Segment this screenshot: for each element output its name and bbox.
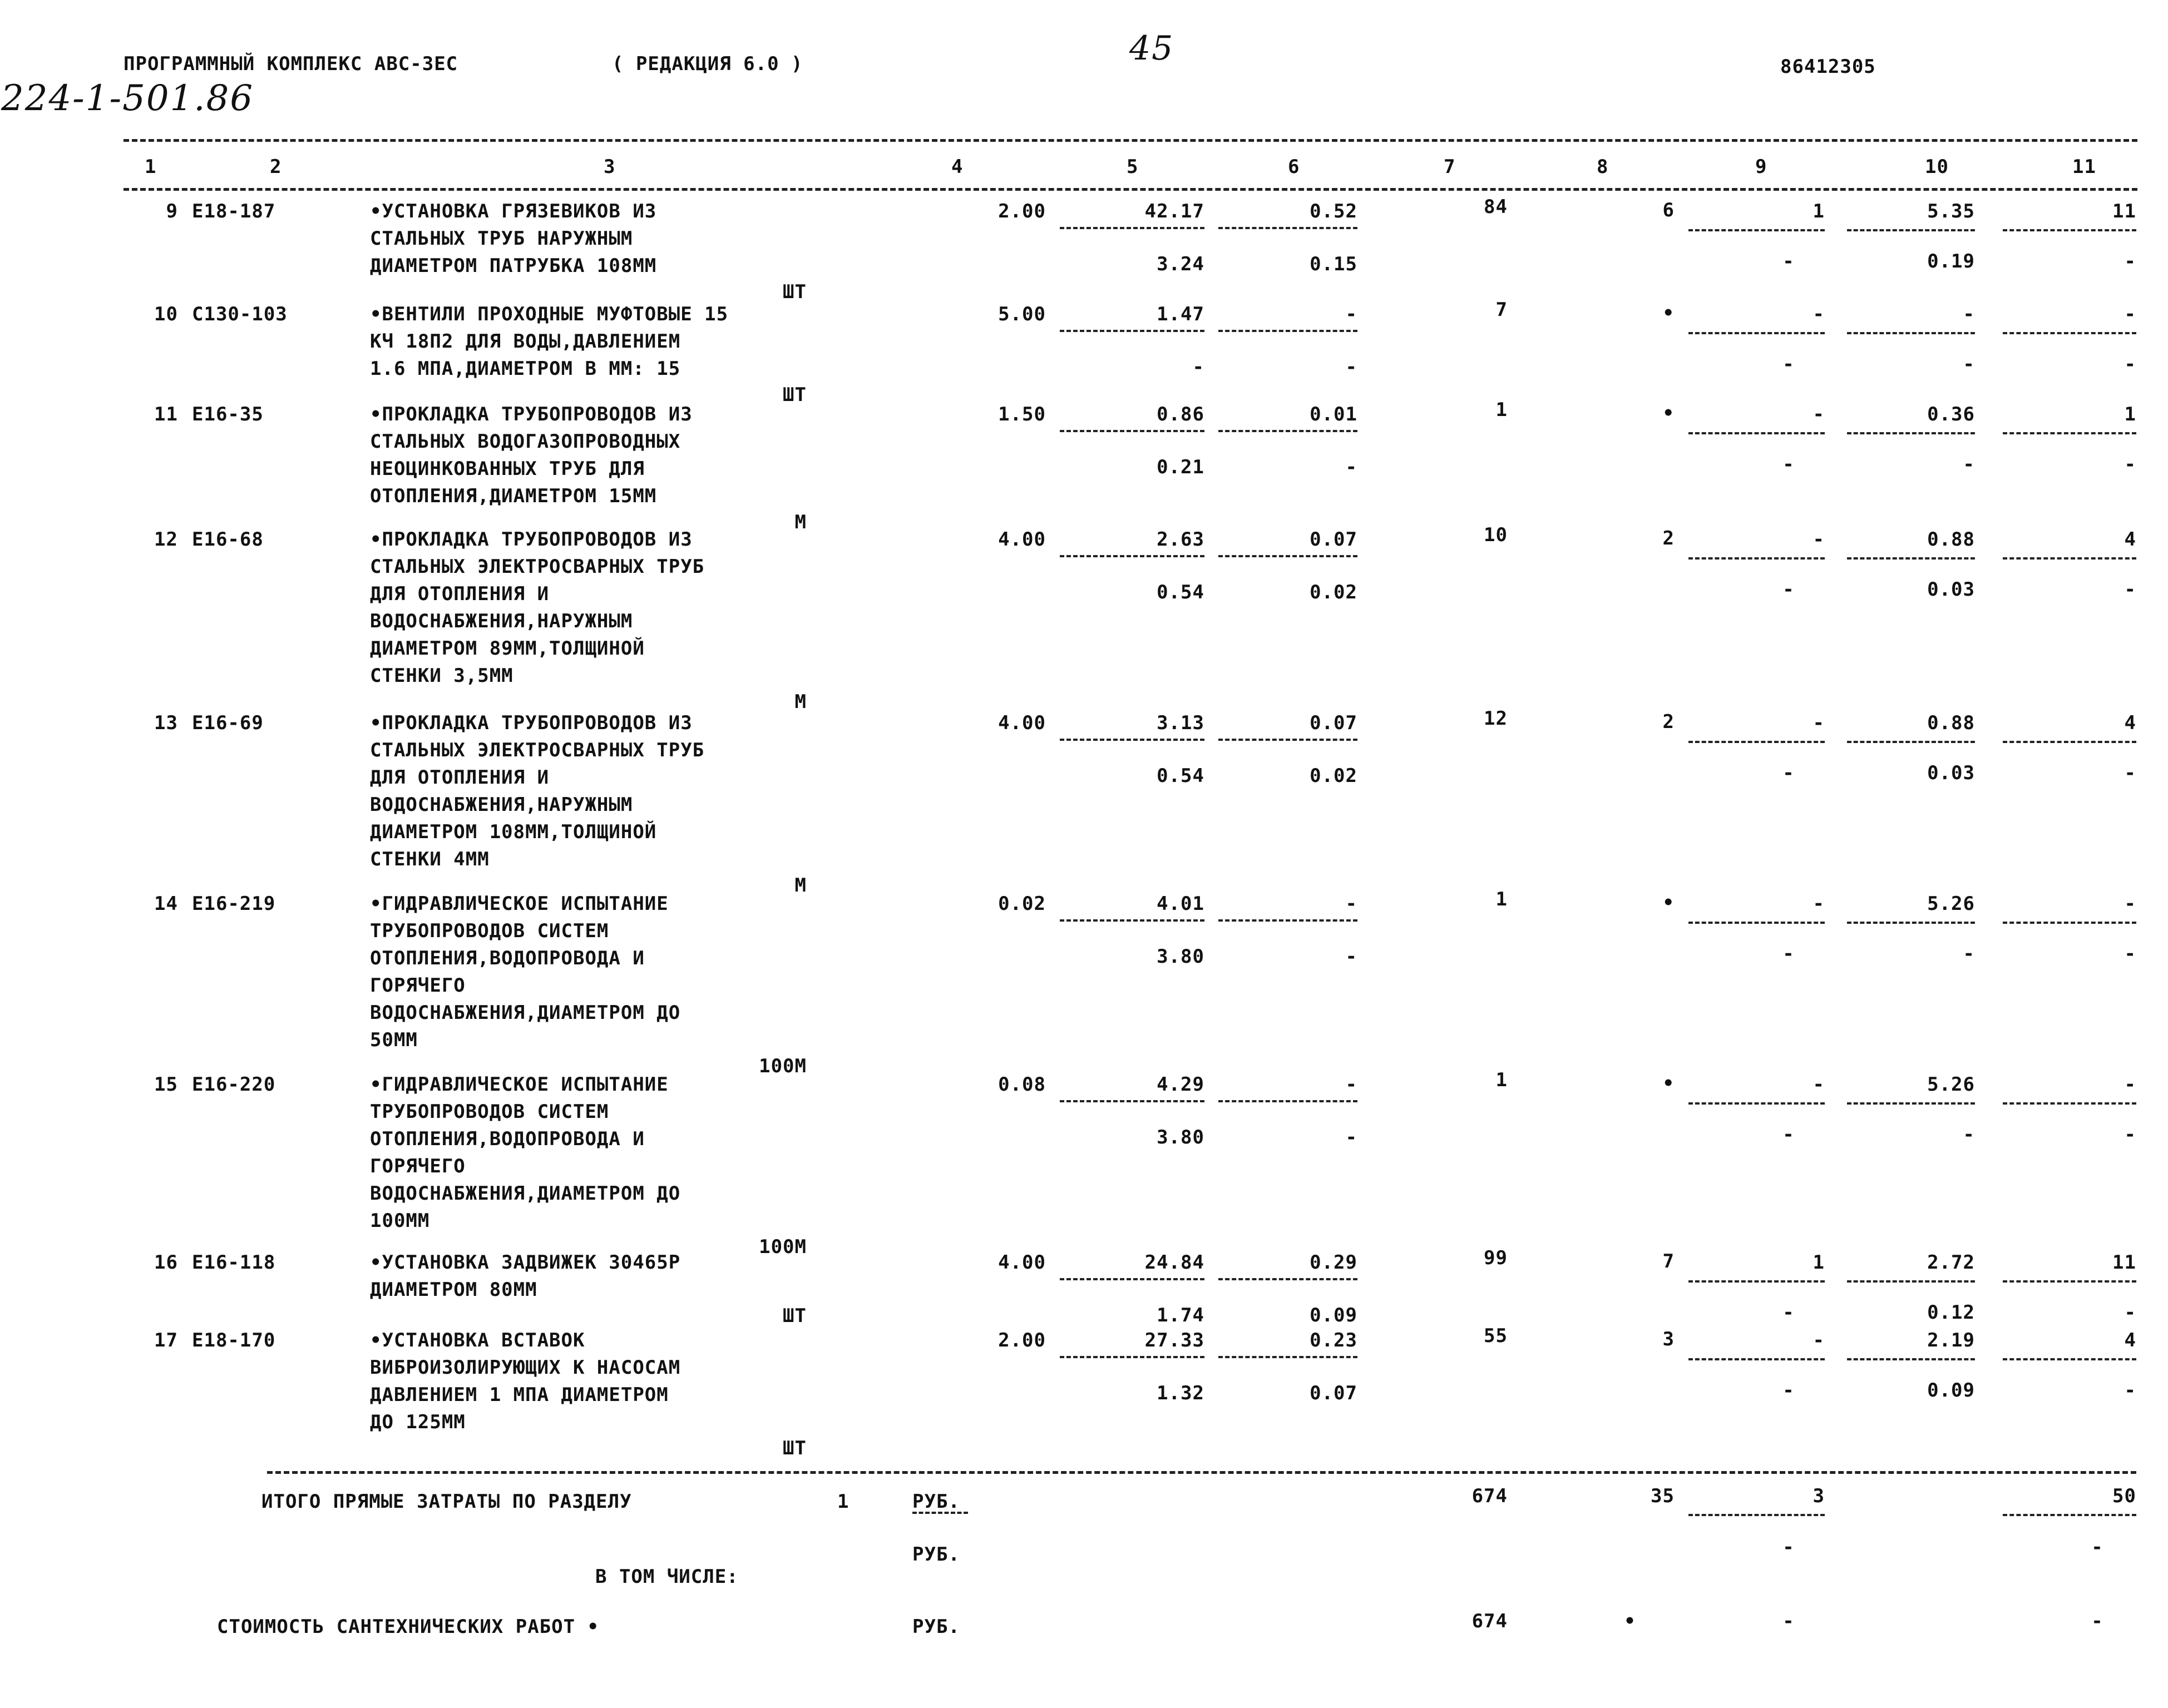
row-col11-bottom: - — [2124, 1379, 2136, 1402]
row-dash-rule — [2003, 332, 2136, 334]
row-col8: • — [1662, 1072, 1675, 1095]
row-dash-rule — [1847, 922, 1975, 924]
row-col6-bottom: 0.07 — [1310, 1382, 1357, 1404]
row-dash-rule — [1688, 332, 1825, 334]
row-col10-top: 2.72 — [1927, 1251, 1975, 1274]
sanitary-works-label: СТОИМОСТЬ САНТЕХНИЧЕСКИХ РАБОТ • — [217, 1616, 600, 1638]
row-col8: • — [1662, 302, 1675, 324]
row-col5-top: 2.63 — [1157, 528, 1204, 551]
row-dash-rule — [1060, 430, 1204, 432]
column-header: 3 — [604, 156, 616, 178]
row-description-line: ВОДОСНАБЖЕНИЯ,НАРУЖНЫМ — [370, 794, 633, 816]
row-description-line: ДИАМЕТРОМ 108ММ,ТОЛЩИНОЙ — [370, 821, 657, 843]
row-description-line: •УСТАНОВКА ГРЯЗЕВИКОВ ИЗ — [370, 200, 657, 222]
totals-currency-dash — [912, 1512, 968, 1514]
row-description-line: ДИАМЕТРОМ 89ММ,ТОЛЩИНОЙ — [370, 637, 645, 660]
row-dash-rule — [1060, 330, 1204, 332]
row-dash-rule — [1060, 919, 1204, 922]
row-dash-rule — [2003, 229, 2136, 231]
row-col9-top: 1 — [1813, 200, 1825, 222]
column-header: 8 — [1597, 156, 1609, 178]
row-code: Е18-187 — [192, 200, 276, 222]
row-col5-top: 4.29 — [1157, 1073, 1204, 1096]
row-col5-top: 3.13 — [1157, 712, 1204, 734]
row-col4: 0.02 — [998, 893, 1046, 915]
row-number: 17 — [154, 1329, 178, 1351]
row-unit: М — [794, 691, 807, 713]
row-col9-top: - — [1813, 403, 1825, 425]
row-col5-top: 4.01 — [1157, 893, 1204, 915]
row-description-line: 50ММ — [370, 1029, 418, 1051]
row-dash-rule — [1847, 1358, 1975, 1360]
row-dash-rule — [1218, 227, 1357, 229]
row-col11-bottom: - — [2124, 353, 2136, 375]
row-unit: ШТ — [783, 281, 807, 303]
row-col10-top: 0.88 — [1927, 712, 1975, 734]
row-col8: 2 — [1662, 527, 1675, 549]
row-code: С130-103 — [192, 303, 288, 325]
row-col10-bottom: - — [1963, 943, 1975, 965]
row-col9-top: - — [1813, 712, 1825, 734]
row-col7: 84 — [1484, 196, 1508, 218]
row-dash-rule — [1688, 922, 1825, 924]
row-dash-rule — [1688, 557, 1825, 560]
row-col10-bottom: - — [1963, 453, 1975, 476]
row-description-line: ДЛЯ ОТОПЛЕНИЯ И — [370, 766, 550, 789]
row-col5-bottom: 0.54 — [1157, 765, 1204, 787]
row-dash-rule — [1688, 1358, 1825, 1360]
row-dash-rule — [1688, 1102, 1825, 1105]
row-description-line: •УСТАНОВКА ВСТАВОК — [370, 1329, 585, 1351]
row-col8: • — [1662, 402, 1675, 424]
edition-label: ( РЕДАКЦИЯ 6.0 ) — [612, 53, 803, 75]
totals-col7: 674 — [1471, 1485, 1508, 1507]
row-col11-bottom: - — [2124, 943, 2136, 965]
row-dash-rule — [1218, 919, 1357, 922]
row-description-line: СТАЛЬНЫХ ВОДОГАЗОПРОВОДНЫХ — [370, 430, 681, 453]
totals-rule — [267, 1471, 2136, 1474]
row-col5-top: 0.86 — [1157, 403, 1204, 425]
row-col6-top: - — [1345, 1073, 1357, 1096]
totals-col8: 35 — [1651, 1485, 1675, 1507]
row-col10-top: 5.26 — [1927, 1073, 1975, 1096]
row-col11-bottom: - — [2124, 453, 2136, 476]
row-col7: 1 — [1495, 1069, 1508, 1091]
row-col6-bottom: - — [1345, 356, 1357, 378]
page-number: 45 — [1129, 29, 1174, 68]
document-number: 86412305 — [1780, 56, 1876, 78]
row-col4: 1.50 — [998, 403, 1046, 425]
column-header: 7 — [1444, 156, 1456, 178]
row-description-line: ГОРЯЧЕГО — [370, 974, 466, 997]
row-col10-bottom: 0.09 — [1927, 1379, 1975, 1402]
row-col6-top: 0.07 — [1310, 528, 1357, 551]
sanitary-works-currency: РУБ. — [912, 1616, 960, 1638]
row-dash-rule — [1060, 555, 1204, 557]
row-unit: М — [794, 874, 807, 897]
row-col4: 4.00 — [998, 528, 1046, 551]
row-number: 14 — [154, 893, 178, 915]
row-dash-rule — [1060, 739, 1204, 741]
row-col9-bottom: - — [1782, 578, 1795, 601]
row-description-line: ТРУБОПРОВОДОВ СИСТЕМ — [370, 1101, 609, 1123]
row-col10-top: - — [1963, 303, 1975, 325]
row-col5-bottom: 3.24 — [1157, 253, 1204, 275]
row-dash-rule — [1218, 330, 1357, 332]
row-col9-top: - — [1813, 893, 1825, 915]
row-col11-bottom: - — [2124, 762, 2136, 784]
row-col9-top: - — [1813, 1329, 1825, 1351]
row-col5-bottom: 3.80 — [1157, 945, 1204, 968]
row-col6-bottom: 0.09 — [1310, 1304, 1357, 1326]
row-description-line: НЕОЦИНКОВАННЫХ ТРУБ ДЛЯ — [370, 458, 645, 480]
row-dash-rule — [1688, 229, 1825, 231]
row-col7: 10 — [1484, 524, 1508, 546]
row-col9-top: - — [1813, 303, 1825, 325]
row-dash-rule — [1847, 332, 1975, 334]
row-description-line: СТЕНКИ 3,5ММ — [370, 665, 513, 687]
program-title: ПРОГРАММНЫЙ КОМПЛЕКС АВС-3ЕС — [124, 53, 458, 75]
row-number: 10 — [154, 303, 178, 325]
row-col5-top: 27.33 — [1144, 1329, 1204, 1351]
totals-col11: 50 — [2112, 1485, 2136, 1507]
row-col5-top: 42.17 — [1144, 200, 1204, 222]
row-col9-top: - — [1813, 528, 1825, 551]
row-description-line: ДИАМЕТРОМ ПАТРУБКА 108ММ — [370, 255, 657, 277]
column-header: 6 — [1288, 156, 1300, 178]
row-col11-top: 4 — [2124, 1329, 2136, 1351]
row-col6-top: 0.52 — [1310, 200, 1357, 222]
row-dash-rule — [2003, 1102, 2136, 1105]
row-description-line: •ПРОКЛАДКА ТРУБОПРОВОДОВ ИЗ — [370, 403, 693, 425]
row-col4: 4.00 — [998, 712, 1046, 734]
row-col10-bottom: - — [1963, 353, 1975, 375]
row-col10-bottom: 0.03 — [1927, 762, 1975, 784]
row-col6-bottom: - — [1345, 456, 1357, 478]
row-dash-rule — [1060, 1278, 1204, 1280]
row-dash-rule — [1218, 739, 1357, 741]
row-col9-bottom: - — [1782, 1301, 1795, 1324]
column-header: 11 — [2072, 156, 2096, 178]
row-code: Е16-118 — [192, 1251, 276, 1274]
row-dash-rule — [1847, 1102, 1975, 1105]
row-col7: 99 — [1484, 1247, 1508, 1269]
row-col5-bottom: 1.74 — [1157, 1304, 1204, 1326]
totals-currency: РУБ. — [912, 1491, 960, 1513]
row-col10-bottom: 0.03 — [1927, 578, 1975, 601]
row-col8: 3 — [1662, 1328, 1675, 1350]
row-description-line: ДИАМЕТРОМ 80ММ — [370, 1279, 537, 1301]
row-description-line: •ВЕНТИЛИ ПРОХОДНЫЕ МУФТОВЫЕ 15 — [370, 303, 729, 325]
row-col6-bottom: 0.15 — [1310, 253, 1357, 275]
row-col11-bottom: - — [2124, 578, 2136, 601]
row-col10-top: 5.35 — [1927, 200, 1975, 222]
column-header: 4 — [951, 156, 964, 178]
row-col10-top: 0.88 — [1927, 528, 1975, 551]
row-number: 11 — [154, 403, 178, 425]
totals-col11-b: - — [2091, 1536, 2103, 1558]
row-col11-top: - — [2124, 893, 2136, 915]
row-description-line: ДО 125ММ — [370, 1411, 466, 1433]
row-col5-bottom: 0.21 — [1157, 456, 1204, 478]
row-col6-top: - — [1345, 893, 1357, 915]
handwritten-code: 224-1-501.86 — [1, 78, 254, 119]
row-code: Е18-170 — [192, 1329, 276, 1351]
row-col7: 7 — [1495, 299, 1508, 321]
row-description-line: ВИБРОИЗОЛИРУЮЩИХ К НАСОСАМ — [370, 1357, 681, 1379]
row-col7: 55 — [1484, 1325, 1508, 1347]
including-label: В ТОМ ЧИСЛЕ: — [595, 1566, 739, 1588]
row-description-line: ДАВЛЕНИЕМ 1 МПА ДИАМЕТРОМ — [370, 1384, 669, 1406]
row-col9-bottom: - — [1782, 762, 1795, 784]
row-description-line: СТЕНКИ 4ММ — [370, 848, 490, 870]
row-description-line: •УСТАНОВКА ЗАДВИЖЕК 30465Р — [370, 1251, 681, 1274]
row-col7: 1 — [1495, 399, 1508, 421]
row-col6-bottom: - — [1345, 945, 1357, 968]
row-col6-top: 0.01 — [1310, 403, 1357, 425]
row-dash-rule — [1218, 1356, 1357, 1358]
row-dash-rule — [1847, 1280, 1975, 1283]
row-dash-rule — [1218, 555, 1357, 557]
row-col10-bottom: - — [1963, 1123, 1975, 1146]
row-dash-rule — [1847, 229, 1975, 231]
row-description-line: ГОРЯЧЕГО — [370, 1155, 466, 1177]
row-unit: ШТ — [783, 1437, 807, 1459]
row-col5-bottom: - — [1192, 356, 1204, 378]
row-col10-bottom: 0.19 — [1927, 250, 1975, 273]
row-col10-top: 5.26 — [1927, 893, 1975, 915]
row-col4: 4.00 — [998, 1251, 1046, 1274]
row-col4: 2.00 — [998, 200, 1046, 222]
row-code: Е16-220 — [192, 1073, 276, 1096]
row-number: 13 — [154, 712, 178, 734]
row-number: 16 — [154, 1251, 178, 1274]
row-description-line: СТАЛЬНЫХ ТРУБ НАРУЖНЫМ — [370, 227, 633, 250]
row-unit: 100М — [759, 1055, 807, 1077]
row-col7: 1 — [1495, 888, 1508, 910]
row-description-line: •ПРОКЛАДКА ТРУБОПРОВОДОВ ИЗ — [370, 528, 693, 551]
row-description-line: •ГИДРАВЛИЧЕСКОЕ ИСПЫТАНИЕ — [370, 893, 669, 915]
row-unit: ШТ — [783, 1305, 807, 1327]
totals-currency-2: РУБ. — [912, 1543, 960, 1566]
row-col11-top: 1 — [2124, 403, 2136, 425]
row-col9-bottom: - — [1782, 943, 1795, 965]
column-header: 9 — [1755, 156, 1767, 178]
totals-col9-b: - — [1782, 1536, 1795, 1558]
row-col11-bottom: - — [2124, 1123, 2136, 1146]
row-description-line: СТАЛЬНЫХ ЭЛЕКТРОСВАРНЫХ ТРУБ — [370, 556, 705, 578]
row-col7: 12 — [1484, 707, 1508, 730]
row-code: Е16-35 — [192, 403, 264, 425]
row-col5-bottom: 3.80 — [1157, 1126, 1204, 1148]
row-col6-top: 0.29 — [1310, 1251, 1357, 1274]
row-col8: 6 — [1662, 199, 1675, 221]
row-description-line: СТАЛЬНЫХ ЭЛЕКТРОСВАРНЫХ ТРУБ — [370, 739, 705, 761]
row-col4: 0.08 — [998, 1073, 1046, 1096]
row-description-line: 100ММ — [370, 1210, 430, 1232]
row-col9-top: 1 — [1813, 1251, 1825, 1274]
column-header: 1 — [145, 156, 157, 178]
row-number: 9 — [166, 200, 178, 222]
header-top-rule — [124, 139, 2137, 142]
sanitary-works-col9: - — [1782, 1610, 1795, 1632]
row-col9-bottom: - — [1782, 1123, 1795, 1146]
row-dash-rule — [1847, 432, 1975, 434]
row-col4: 2.00 — [998, 1329, 1046, 1351]
row-col6-bottom: - — [1345, 1126, 1357, 1148]
row-description-line: 1.6 МПА,ДИАМЕТРОМ В ММ: 15 — [370, 358, 681, 380]
row-code: Е16-69 — [192, 712, 264, 734]
row-col10-top: 2.19 — [1927, 1329, 1975, 1351]
row-dash-rule — [2003, 1280, 2136, 1283]
row-col6-top: - — [1345, 303, 1357, 325]
row-description-line: ВОДОСНАБЖЕНИЯ,ДИАМЕТРОМ ДО — [370, 1182, 681, 1205]
row-col11-top: 4 — [2124, 712, 2136, 734]
row-dash-rule — [1060, 1356, 1204, 1358]
row-dash-rule — [2003, 1358, 2136, 1360]
row-dash-rule — [1218, 1100, 1357, 1102]
row-dash-rule — [2003, 432, 2136, 434]
row-unit: ШТ — [783, 384, 807, 406]
totals-label: ИТОГО ПРЯМЫЕ ЗАТРАТЫ ПО РАЗДЕЛУ — [261, 1491, 632, 1513]
row-col11-bottom: - — [2124, 1301, 2136, 1324]
row-description-line: •ГИДРАВЛИЧЕСКОЕ ИСПЫТАНИЕ — [370, 1073, 669, 1096]
totals-section: 1 — [837, 1491, 850, 1513]
column-header: 10 — [1925, 156, 1949, 178]
row-col5-bottom: 1.32 — [1157, 1382, 1204, 1404]
row-col9-bottom: - — [1782, 453, 1795, 476]
sanitary-works-col11: - — [2091, 1610, 2103, 1632]
row-col5-top: 1.47 — [1157, 303, 1204, 325]
row-number: 12 — [154, 528, 178, 551]
row-dash-rule — [1688, 741, 1825, 743]
row-description-line: ДЛЯ ОТОПЛЕНИЯ И — [370, 583, 550, 605]
sanitary-works-col8: • — [1624, 1610, 1636, 1632]
row-description-line: ТРУБОПРОВОДОВ СИСТЕМ — [370, 920, 609, 942]
row-description-line: ОТОПЛЕНИЯ,ВОДОПРОВОДА И — [370, 1128, 645, 1150]
totals-col11-dash — [2003, 1514, 2136, 1516]
row-col10-top: 0.36 — [1927, 403, 1975, 425]
row-col11-top: 11 — [2112, 1251, 2136, 1274]
row-dash-rule — [2003, 741, 2136, 743]
row-description-line: •ПРОКЛАДКА ТРУБОПРОВОДОВ ИЗ — [370, 712, 693, 734]
row-col9-bottom: - — [1782, 353, 1795, 375]
row-col11-top: 11 — [2112, 200, 2136, 222]
row-description-line: ВОДОСНАБЖЕНИЯ,ДИАМЕТРОМ ДО — [370, 1002, 681, 1024]
row-col10-bottom: 0.12 — [1927, 1301, 1975, 1324]
row-dash-rule — [2003, 557, 2136, 560]
row-col11-top: 4 — [2124, 528, 2136, 551]
row-code: Е16-219 — [192, 893, 276, 915]
row-dash-rule — [1218, 1278, 1357, 1280]
row-dash-rule — [1060, 1100, 1204, 1102]
row-description-line: ОТОПЛЕНИЯ,ВОДОПРОВОДА И — [370, 947, 645, 969]
row-col9-bottom: - — [1782, 1379, 1795, 1402]
totals-col9-dash — [1688, 1514, 1825, 1516]
row-dash-rule — [2003, 922, 2136, 924]
sanitary-works-col7: 674 — [1471, 1610, 1508, 1632]
row-dash-rule — [1060, 227, 1204, 229]
row-description-line: ВОДОСНАБЖЕНИЯ,НАРУЖНЫМ — [370, 610, 633, 632]
row-number: 15 — [154, 1073, 178, 1096]
header-bottom-rule — [124, 188, 2137, 191]
row-col8: • — [1662, 892, 1675, 914]
row-description-line: ОТОПЛЕНИЯ,ДИАМЕТРОМ 15ММ — [370, 485, 657, 507]
row-col5-bottom: 0.54 — [1157, 581, 1204, 603]
row-col11-top: - — [2124, 1073, 2136, 1096]
row-dash-rule — [1688, 432, 1825, 434]
row-col9-bottom: - — [1782, 250, 1795, 273]
row-col6-bottom: 0.02 — [1310, 581, 1357, 603]
row-col11-bottom: - — [2124, 250, 2136, 273]
row-col5-top: 24.84 — [1144, 1251, 1204, 1274]
row-col8: 2 — [1662, 711, 1675, 733]
row-unit: М — [794, 511, 807, 533]
row-dash-rule — [1688, 1280, 1825, 1283]
row-unit: 100М — [759, 1236, 807, 1258]
row-col9-top: - — [1813, 1073, 1825, 1096]
column-header: 2 — [270, 156, 282, 178]
row-dash-rule — [1218, 430, 1357, 432]
row-description-line: КЧ 18П2 ДЛЯ ВОДЫ,ДАВЛЕНИЕМ — [370, 330, 681, 353]
row-col6-top: 0.07 — [1310, 712, 1357, 734]
totals-col9: 3 — [1813, 1485, 1825, 1507]
row-col6-bottom: 0.02 — [1310, 765, 1357, 787]
column-header: 5 — [1127, 156, 1139, 178]
row-code: Е16-68 — [192, 528, 264, 551]
row-dash-rule — [1847, 557, 1975, 560]
row-col11-top: - — [2124, 303, 2136, 325]
row-dash-rule — [1847, 741, 1975, 743]
row-col8: 7 — [1662, 1250, 1675, 1273]
row-col6-top: 0.23 — [1310, 1329, 1357, 1351]
row-col4: 5.00 — [998, 303, 1046, 325]
